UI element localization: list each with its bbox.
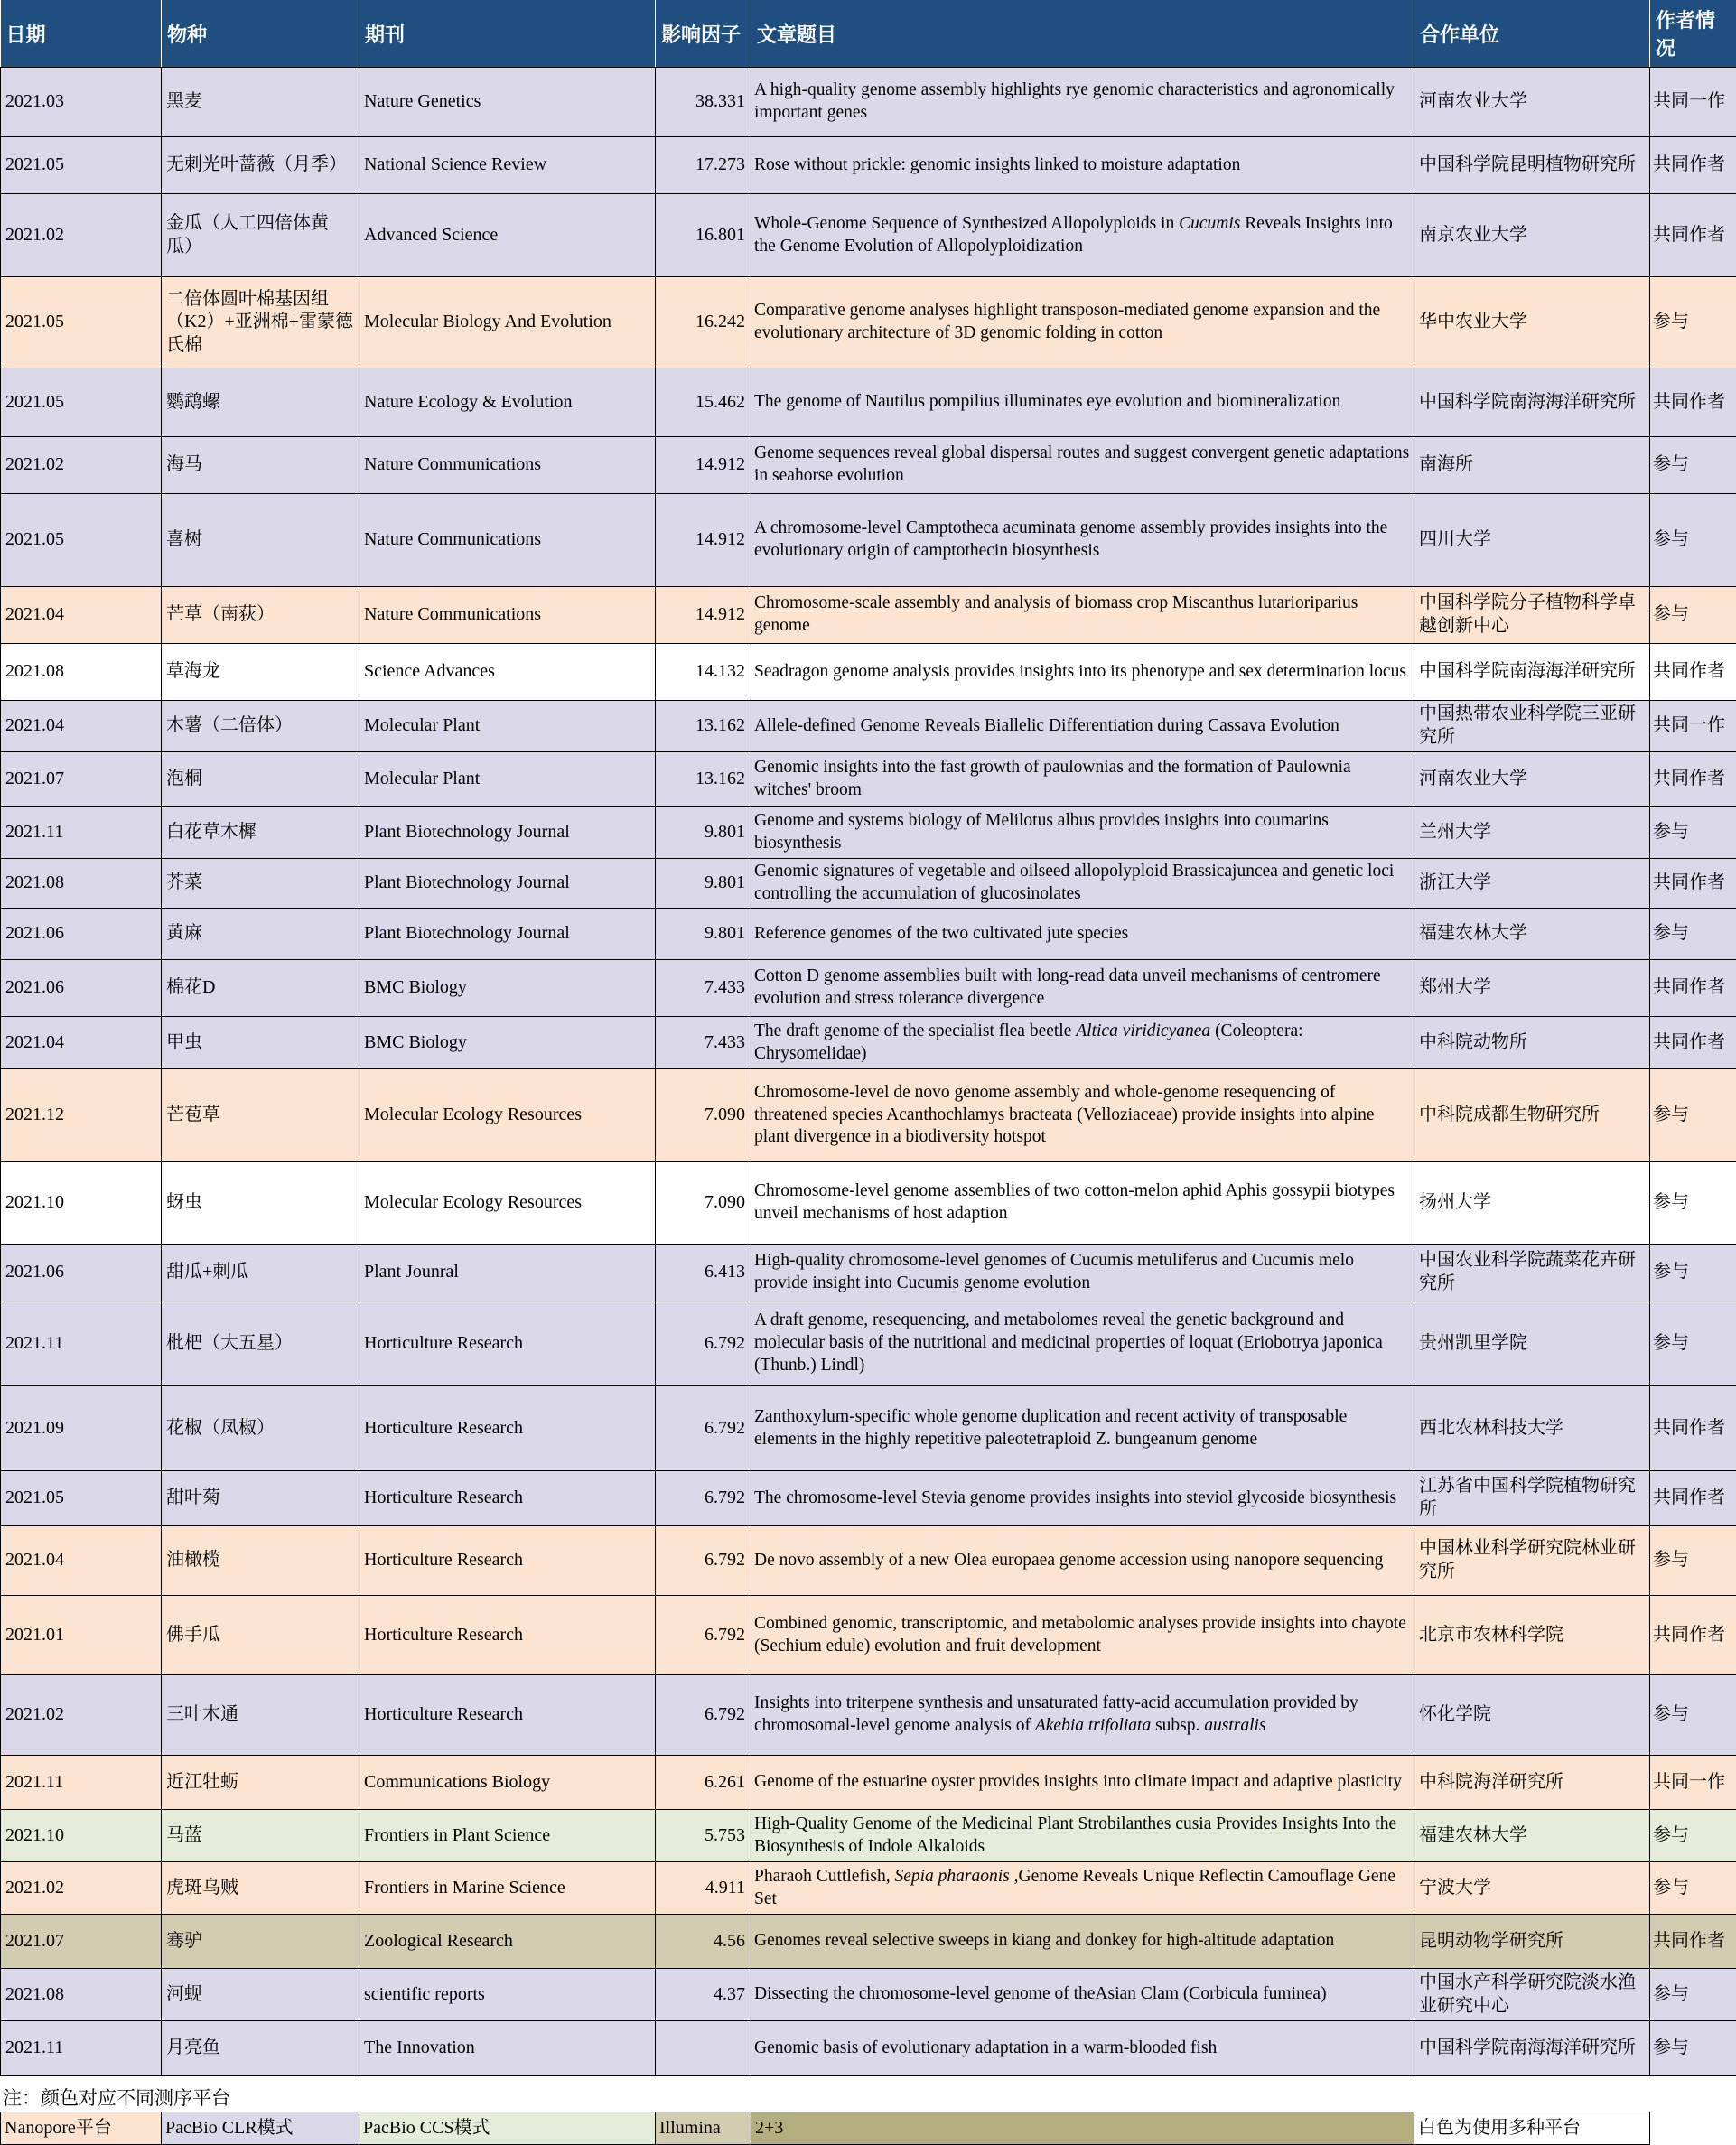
- cell-role: 参与: [1650, 587, 1736, 644]
- table-row: [1, 752, 1736, 807]
- cell-journal: Horticulture Research: [359, 1301, 656, 1386]
- table-row: [1, 437, 1736, 494]
- cell-impact: 14.912: [656, 437, 751, 494]
- cell-date: 2021.04: [1, 701, 162, 752]
- table-row: [1, 701, 1736, 752]
- cell-date: 2021.10: [1, 1810, 162, 1862]
- cell-title: Genome and systems biology of Melilotus albus provides insights into coumarins biosynthesis: [751, 807, 1414, 859]
- cell-title: Chromosome-level de novo genome assembly and whole-genome resequencing of threatened species Acanthochlamys bracteata (Velloziaceae) provide insights into alpine plant divergence in a biodiversity hotspot: [751, 1069, 1414, 1162]
- legend-plus23: 2+3: [751, 2112, 1414, 2145]
- cell-impact: 4.56: [656, 1915, 751, 1969]
- cell-partner: 兰州大学: [1414, 807, 1650, 859]
- cell-species: 虎斑乌贼: [162, 1862, 359, 1915]
- table-row: [1, 1017, 1736, 1069]
- table-row: [1, 1245, 1736, 1301]
- cell-species: 芥菜: [162, 859, 359, 909]
- legend-row: [1, 2112, 1736, 2145]
- cell-title: A high-quality genome assembly highlights rye genomic characteristics and agronomically important genes: [751, 68, 1414, 137]
- cell-species: 甜瓜+刺瓜: [162, 1245, 359, 1301]
- cell-role: 参与: [1650, 1526, 1736, 1596]
- cell-date: 2021.07: [1, 752, 162, 807]
- cell-species: 金瓜（人工四倍体黄瓜）: [162, 194, 359, 277]
- cell-partner: 中科院成都生物研究所: [1414, 1069, 1650, 1162]
- cell-species: 草海龙: [162, 644, 359, 701]
- cell-title: Chromosome-scale assembly and analysis of biomass crop Miscanthus lutarioriparius genome: [751, 587, 1414, 644]
- legend-pacbio_clr: PacBio CLR模式: [162, 2112, 359, 2145]
- cell-role: 共同作者: [1650, 644, 1736, 701]
- cell-partner: 中国科学院昆明植物研究所: [1414, 137, 1650, 194]
- cell-journal: Nature Communications: [359, 587, 656, 644]
- cell-journal: Horticulture Research: [359, 1386, 656, 1471]
- cell-journal: Molecular Ecology Resources: [359, 1162, 656, 1245]
- cell-date: 2021.04: [1, 587, 162, 644]
- column-header-date: 日期: [1, 0, 162, 68]
- cell-partner: 中国水产科学研究院淡水渔业研究中心: [1414, 1969, 1650, 2021]
- cell-impact: 13.162: [656, 701, 751, 752]
- cell-date: 2021.02: [1, 194, 162, 277]
- table-row: [1, 194, 1736, 277]
- cell-species: 海马: [162, 437, 359, 494]
- cell-impact: 6.261: [656, 1756, 751, 1810]
- cell-partner: 中国科学院南海海洋研究所: [1414, 368, 1650, 437]
- cell-role: 共同一作: [1650, 701, 1736, 752]
- cell-impact: 14.132: [656, 644, 751, 701]
- cell-journal: Horticulture Research: [359, 1596, 656, 1675]
- cell-journal: National Science Review: [359, 137, 656, 194]
- cell-partner: 四川大学: [1414, 494, 1650, 587]
- cell-title: Comparative genome analyses highlight transposon-mediated genome expansion and the evolutionary architecture of 3D genomic folding in cotton: [751, 277, 1414, 368]
- cell-date: 2021.10: [1, 1162, 162, 1245]
- cell-role: 参与: [1650, 437, 1736, 494]
- cell-date: 2021.07: [1, 1915, 162, 1969]
- cell-impact: 6.792: [656, 1526, 751, 1596]
- cell-impact: 7.090: [656, 1069, 751, 1162]
- cell-journal: Plant Biotechnology Journal: [359, 909, 656, 960]
- cell-partner: 中国科学院分子植物科学卓越创新中心: [1414, 587, 1650, 644]
- table-row: [1, 68, 1736, 137]
- cell-impact: 14.912: [656, 587, 751, 644]
- cell-role: 参与: [1650, 1862, 1736, 1915]
- cell-partner: 北京市农林科学院: [1414, 1596, 1650, 1675]
- cell-partner: 福建农林大学: [1414, 1810, 1650, 1862]
- cell-date: 2021.06: [1, 960, 162, 1017]
- cell-journal: Molecular Plant: [359, 701, 656, 752]
- legend-nanopore: Nanopore平台: [1, 2112, 162, 2145]
- cell-partner: 浙江大学: [1414, 859, 1650, 909]
- cell-role: 参与: [1650, 1162, 1736, 1245]
- cell-journal: Molecular Plant: [359, 752, 656, 807]
- cell-title: De novo assembly of a new Olea europaea genome accession using nanopore sequencing: [751, 1526, 1414, 1596]
- cell-partner: 中国农业科学院蔬菜花卉研究所: [1414, 1245, 1650, 1301]
- cell-role: 共同作者: [1650, 137, 1736, 194]
- cell-partner: 怀化学院: [1414, 1675, 1650, 1756]
- cell-date: 2021.03: [1, 68, 162, 137]
- table-row: [1, 1471, 1736, 1526]
- column-header-journal: 期刊: [359, 0, 656, 68]
- table-row: [1, 1162, 1736, 1245]
- cell-journal: Horticulture Research: [359, 1675, 656, 1756]
- cell-impact: 38.331: [656, 68, 751, 137]
- cell-species: 花椒（凤椒）: [162, 1386, 359, 1471]
- cell-title: A draft genome, resequencing, and metabolomes reveal the genetic background and molecular basis of the nutritional and medicinal properties of loquat (Eriobotrya japonica (Thunb.) Lindl): [751, 1301, 1414, 1386]
- cell-species: 棉花D: [162, 960, 359, 1017]
- cell-journal: Horticulture Research: [359, 1471, 656, 1526]
- cell-date: 2021.02: [1, 1862, 162, 1915]
- cell-impact: 7.090: [656, 1162, 751, 1245]
- cell-role: 共同作者: [1650, 859, 1736, 909]
- cell-title: Genomic insights into the fast growth of paulownias and the formation of Paulownia witches' broom: [751, 752, 1414, 807]
- cell-title: High-quality chromosome-level genomes of Cucumis metuliferus and Cucumis melo provide insight into Cucumis genome evolution: [751, 1245, 1414, 1301]
- cell-date: 2021.02: [1, 1675, 162, 1756]
- cell-date: 2021.08: [1, 1969, 162, 2021]
- cell-impact: 6.792: [656, 1596, 751, 1675]
- legend-blank-cell: [1650, 2112, 1736, 2145]
- table-row: [1, 909, 1736, 960]
- legend-illumina: Illumina: [656, 2112, 751, 2145]
- cell-impact: 15.462: [656, 368, 751, 437]
- cell-journal: Nature Genetics: [359, 68, 656, 137]
- cell-title: Dissecting the chromosome-level genome of theAsian Clam (Corbicula fuminea): [751, 1969, 1414, 2021]
- cell-partner: 南海所: [1414, 437, 1650, 494]
- cell-journal: Advanced Science: [359, 194, 656, 277]
- table-row: [1, 644, 1736, 701]
- cell-species: 三叶木通: [162, 1675, 359, 1756]
- cell-date: 2021.05: [1, 137, 162, 194]
- legend-multi: 白色为使用多种平台: [1414, 2112, 1650, 2145]
- cell-date: 2021.05: [1, 368, 162, 437]
- cell-role: 共同作者: [1650, 960, 1736, 1017]
- cell-impact: [656, 2021, 751, 2076]
- cell-title: Chromosome-level genome assemblies of two cotton-melon aphid Aphis gossypii biotypes unveil mechanisms of host adaption: [751, 1162, 1414, 1245]
- cell-role: 参与: [1650, 277, 1736, 368]
- legend-pacbio_ccs: PacBio CCS模式: [359, 2112, 656, 2145]
- cell-partner: 中科院动物所: [1414, 1017, 1650, 1069]
- cell-journal: Molecular Biology And Evolution: [359, 277, 656, 368]
- cell-species: 河蚬: [162, 1969, 359, 2021]
- cell-species: 佛手瓜: [162, 1596, 359, 1675]
- table-row: [1, 1675, 1736, 1756]
- cell-title: Cotton D genome assemblies built with long-read data unveil mechanisms of centromere evolution and stress tolerance divergence: [751, 960, 1414, 1017]
- cell-partner: 华中农业大学: [1414, 277, 1650, 368]
- column-header-role: 作者情况: [1650, 0, 1736, 68]
- cell-role: 共同作者: [1650, 1471, 1736, 1526]
- cell-journal: Horticulture Research: [359, 1526, 656, 1596]
- table-row: [1, 807, 1736, 859]
- table-header: [1, 0, 1736, 68]
- cell-journal: BMC Biology: [359, 1017, 656, 1069]
- cell-role: 参与: [1650, 807, 1736, 859]
- cell-journal: BMC Biology: [359, 960, 656, 1017]
- cell-title: The draft genome of the specialist flea beetle Altica viridicyanea (Coleoptera: Chrysomelidae): [751, 1017, 1414, 1069]
- cell-role: 参与: [1650, 2021, 1736, 2076]
- note: 注：颜色对应不同测序平台: [0, 2076, 1736, 2112]
- table-row: [1, 1526, 1736, 1596]
- cell-role: 共同作者: [1650, 1596, 1736, 1675]
- cell-partner: 昆明动物学研究所: [1414, 1915, 1650, 1969]
- cell-species: 芒苞草: [162, 1069, 359, 1162]
- cell-partner: 中国科学院南海海洋研究所: [1414, 644, 1650, 701]
- cell-journal: Molecular Ecology Resources: [359, 1069, 656, 1162]
- table-row: [1, 960, 1736, 1017]
- table-row: [1, 587, 1736, 644]
- cell-impact: 9.801: [656, 859, 751, 909]
- table-row: [1, 859, 1736, 909]
- cell-title: The chromosome-level Stevia genome provides insights into steviol glycoside biosynthesis: [751, 1471, 1414, 1526]
- cell-species: 油橄榄: [162, 1526, 359, 1596]
- header-row: [1, 0, 1736, 68]
- cell-title: Zanthoxylum-specific whole genome duplication and recent activity of transposable elements in the highly repetitive paleotetraploid Z. bungeanum genome: [751, 1386, 1414, 1471]
- cell-species: 马蓝: [162, 1810, 359, 1862]
- cell-title: A chromosome-level Camptotheca acuminata genome assembly provides insights into the evolutionary origin of camptothecin biosynthesis: [751, 494, 1414, 587]
- cell-partner: 中科院海洋研究所: [1414, 1756, 1650, 1810]
- cell-journal: Plant Biotechnology Journal: [359, 807, 656, 859]
- cell-title: The genome of Nautilus pompilius illuminates eye evolution and biomineralization: [751, 368, 1414, 437]
- cell-species: 白花草木樨: [162, 807, 359, 859]
- cell-species: 喜树: [162, 494, 359, 587]
- cell-title: Pharaoh Cuttlefish, Sepia pharaonis ,Genome Reveals Unique Reflectin Camouflage Gene Set: [751, 1862, 1414, 1915]
- cell-species: 甜叶菊: [162, 1471, 359, 1526]
- cell-title: Combined genomic, transcriptomic, and metabolomic analyses provide insights into chayote (Sechium edule) evolution and fruit development: [751, 1596, 1414, 1675]
- cell-journal: Nature Communications: [359, 437, 656, 494]
- cell-impact: 4.911: [656, 1862, 751, 1915]
- cell-role: 共同作者: [1650, 194, 1736, 277]
- cell-role: 共同作者: [1650, 1915, 1736, 1969]
- cell-date: 2021.06: [1, 1245, 162, 1301]
- table-row: [1, 1862, 1736, 1915]
- cell-partner: 河南农业大学: [1414, 68, 1650, 137]
- table-row: [1, 368, 1736, 437]
- table-row: [1, 494, 1736, 587]
- cell-date: 2021.12: [1, 1069, 162, 1162]
- table-row: [1, 1386, 1736, 1471]
- table-row: [1, 1069, 1736, 1162]
- cell-journal: Nature Ecology & Evolution: [359, 368, 656, 437]
- cell-partner: 贵州凯里学院: [1414, 1301, 1650, 1386]
- cell-date: 2021.05: [1, 1471, 162, 1526]
- table-row: [1, 2021, 1736, 2076]
- cell-role: 参与: [1650, 1301, 1736, 1386]
- cell-journal: Frontiers in Plant Science: [359, 1810, 656, 1862]
- cell-impact: 14.912: [656, 494, 751, 587]
- table-row: [1, 1756, 1736, 1810]
- cell-role: 参与: [1650, 1675, 1736, 1756]
- cell-impact: 6.792: [656, 1471, 751, 1526]
- platform-legend: [0, 2112, 1736, 2145]
- cell-title: Genomes reveal selective sweeps in kiang and donkey for high-altitude adaptation: [751, 1915, 1414, 1969]
- cell-partner: 福建农林大学: [1414, 909, 1650, 960]
- cell-impact: 16.801: [656, 194, 751, 277]
- cell-species: 芒草（南荻）: [162, 587, 359, 644]
- cell-title: Genome of the estuarine oyster provides insights into climate impact and adaptive plasticity: [751, 1756, 1414, 1810]
- cell-impact: 6.413: [656, 1245, 751, 1301]
- cell-species: 甲虫: [162, 1017, 359, 1069]
- cell-journal: Science Advances: [359, 644, 656, 701]
- cell-role: 共同作者: [1650, 368, 1736, 437]
- cell-title: Insights into triterpene synthesis and unsaturated fatty-acid accumulation provided by chromosomal-level genome analysis of Akebia trifoliata subsp. australis: [751, 1675, 1414, 1756]
- cell-date: 2021.09: [1, 1386, 162, 1471]
- cell-journal: The Innovation: [359, 2021, 656, 2076]
- cell-role: 共同一作: [1650, 1756, 1736, 1810]
- cell-journal: Frontiers in Marine Science: [359, 1862, 656, 1915]
- cell-date: 2021.08: [1, 644, 162, 701]
- cell-species: 枇杷（大五星）: [162, 1301, 359, 1386]
- cell-role: 参与: [1650, 1245, 1736, 1301]
- table-row: [1, 1596, 1736, 1675]
- cell-role: 共同作者: [1650, 752, 1736, 807]
- cell-partner: 河南农业大学: [1414, 752, 1650, 807]
- cell-impact: 7.433: [656, 1017, 751, 1069]
- column-header-species: 物种: [162, 0, 359, 68]
- cell-role: 参与: [1650, 1069, 1736, 1162]
- cell-impact: 9.801: [656, 807, 751, 859]
- cell-impact: 9.801: [656, 909, 751, 960]
- cell-species: 无刺光叶蔷薇（月季）: [162, 137, 359, 194]
- cell-partner: 中国林业科学研究院林业研究所: [1414, 1526, 1650, 1596]
- cell-title: Allele-defined Genome Reveals Biallelic Differentiation during Cassava Evolution: [751, 701, 1414, 752]
- cell-date: 2021.11: [1, 2021, 162, 2076]
- table-row: [1, 277, 1736, 368]
- cell-partner: 中国热带农业科学院三亚研究所: [1414, 701, 1650, 752]
- cell-title: Genomic signatures of vegetable and oilseed allopolyploid Brassicajuncea and genetic loci controlling the accumulation of glucosinolates: [751, 859, 1414, 909]
- cell-journal: Communications Biology: [359, 1756, 656, 1810]
- cell-impact: 6.792: [656, 1675, 751, 1756]
- cell-date: 2021.05: [1, 277, 162, 368]
- cell-journal: Plant Biotechnology Journal: [359, 859, 656, 909]
- cell-impact: 7.433: [656, 960, 751, 1017]
- cell-role: 共同一作: [1650, 68, 1736, 137]
- cell-species: 鹦鹉螺: [162, 368, 359, 437]
- cell-journal: Zoological Research: [359, 1915, 656, 1969]
- cell-impact: 5.753: [656, 1810, 751, 1862]
- cell-date: 2021.11: [1, 1756, 162, 1810]
- table-row: [1, 1915, 1736, 1969]
- cell-species: 黄麻: [162, 909, 359, 960]
- cell-species: 木薯（二倍体）: [162, 701, 359, 752]
- cell-date: 2021.06: [1, 909, 162, 960]
- cell-title: High-Quality Genome of the Medicinal Plant Strobilanthes cusia Provides Insights Into the Biosynthesis of Indole Alkaloids: [751, 1810, 1414, 1862]
- cell-journal: Plant Jounral: [359, 1245, 656, 1301]
- cell-title: Rose without prickle: genomic insights linked to moisture adaptation: [751, 137, 1414, 194]
- cell-title: Reference genomes of the two cultivated jute species: [751, 909, 1414, 960]
- cell-date: 2021.01: [1, 1596, 162, 1675]
- cell-species: 蚜虫: [162, 1162, 359, 1245]
- cell-journal: Nature Communications: [359, 494, 656, 587]
- cell-role: 参与: [1650, 1810, 1736, 1862]
- cell-date: 2021.04: [1, 1526, 162, 1596]
- cell-partner: 南京农业大学: [1414, 194, 1650, 277]
- cell-impact: 17.273: [656, 137, 751, 194]
- cell-partner: 扬州大学: [1414, 1162, 1650, 1245]
- cell-date: 2021.02: [1, 437, 162, 494]
- cell-species: 近江牡蛎: [162, 1756, 359, 1810]
- column-header-impact: 影响因子: [656, 0, 751, 68]
- cell-title: Genomic basis of evolutionary adaptation in a warm-blooded fish: [751, 2021, 1414, 2076]
- cell-species: 骞驴: [162, 1915, 359, 1969]
- cell-partner: 郑州大学: [1414, 960, 1650, 1017]
- cell-impact: 16.242: [656, 277, 751, 368]
- column-header-partner: 合作单位: [1414, 0, 1650, 68]
- cell-impact: 6.792: [656, 1301, 751, 1386]
- cell-date: 2021.08: [1, 859, 162, 909]
- cell-role: 参与: [1650, 909, 1736, 960]
- cell-impact: 4.37: [656, 1969, 751, 2021]
- table-row: [1, 137, 1736, 194]
- cell-role: 共同作者: [1650, 1386, 1736, 1471]
- cell-role: 参与: [1650, 494, 1736, 587]
- cell-impact: 13.162: [656, 752, 751, 807]
- cell-role: 参与: [1650, 1969, 1736, 2021]
- cell-title: Seadragon genome analysis provides insights into its phenotype and sex determination locus: [751, 644, 1414, 701]
- cell-journal: scientific reports: [359, 1969, 656, 2021]
- cell-species: 二倍体圆叶棉基因组（K2）+亚洲棉+雷蒙德氏棉: [162, 277, 359, 368]
- cell-partner: 中国科学院南海海洋研究所: [1414, 2021, 1650, 2076]
- column-header-title: 文章题目: [751, 0, 1414, 68]
- table-row: [1, 1810, 1736, 1862]
- cell-species: 月亮鱼: [162, 2021, 359, 2076]
- cell-date: 2021.11: [1, 1301, 162, 1386]
- cell-title: Genome sequences reveal global dispersal routes and suggest convergent genetic adaptations in seahorse evolution: [751, 437, 1414, 494]
- cell-impact: 6.792: [656, 1386, 751, 1471]
- cell-date: 2021.11: [1, 807, 162, 859]
- table-row: [1, 1301, 1736, 1386]
- cell-species: 泡桐: [162, 752, 359, 807]
- cell-role: 共同作者: [1650, 1017, 1736, 1069]
- table-row: [1, 1969, 1736, 2021]
- cell-partner: 江苏省中国科学院植物研究所: [1414, 1471, 1650, 1526]
- cell-date: 2021.05: [1, 494, 162, 587]
- cell-species: 黑麦: [162, 68, 359, 137]
- cell-partner: 西北农林科技大学: [1414, 1386, 1650, 1471]
- cell-date: 2021.04: [1, 1017, 162, 1069]
- cell-title: Whole-Genome Sequence of Synthesized Allopolyploids in Cucumis Reveals Insights into the Genome Evolution of Allopolyploidization: [751, 194, 1414, 277]
- cell-partner: 宁波大学: [1414, 1862, 1650, 1915]
- table-body: [1, 68, 1736, 2076]
